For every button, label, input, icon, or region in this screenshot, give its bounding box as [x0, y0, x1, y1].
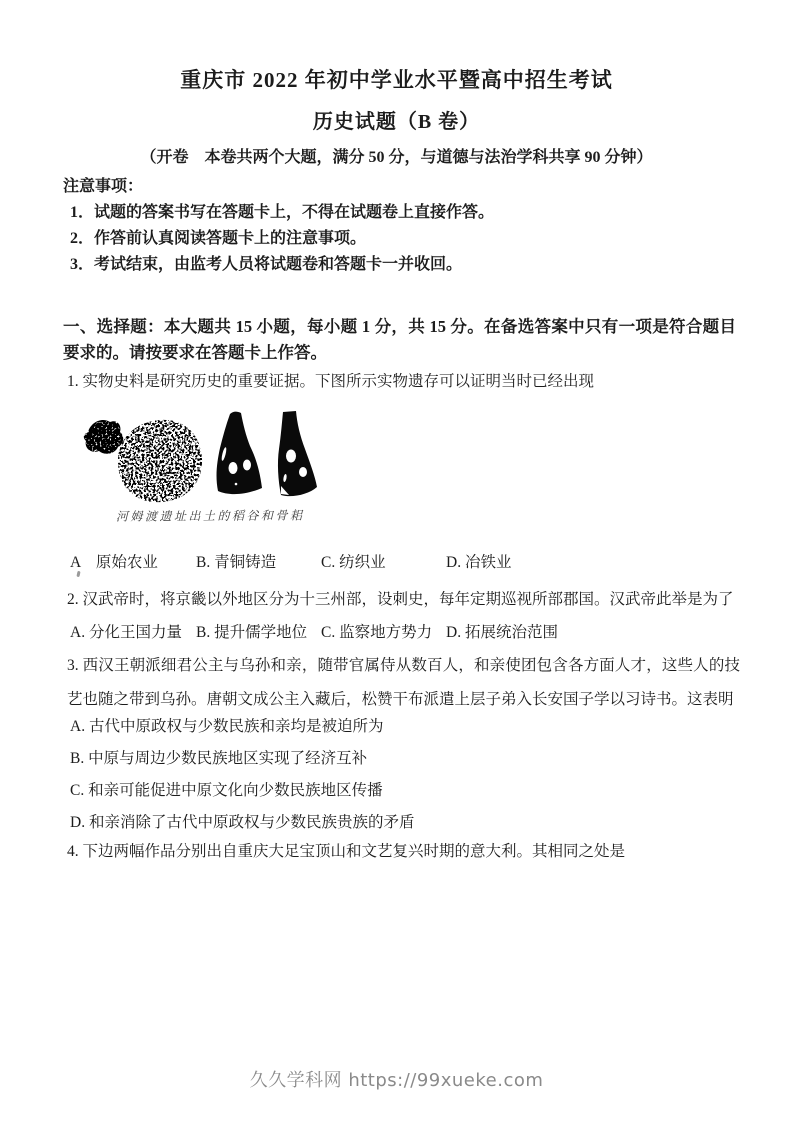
question-1-option-c: C. 纺织业: [321, 554, 386, 571]
question-1-options: [0, 550, 793, 572]
notice-item-3: 3．考试结束，由监考人员将试题卷和答题卡一并收回。: [70, 256, 463, 273]
notice-item-1: 1．试题的答案书写在答题卡上，不得在试题卷上直接作答。: [70, 204, 495, 221]
question-3-text: 3. 西汉王朝派细君公主与乌孙和亲，随带官属侍从数百人，和亲使团包含各方面人才，这些人的技艺也随之带到乌孙。唐朝文成公主入藏后，松赞干布派遣上层子弟入长安国子学以习诗书。这表明: [67, 657, 740, 708]
question-2-option-b: B. 提升儒学地位: [196, 624, 308, 641]
notice-item-2: 2．作答前认真阅读答题卡上的注意事项。: [70, 230, 367, 247]
question-1-option-d: D. 冶铁业: [446, 554, 512, 571]
question-2-option-a: A. 分化王国力量: [70, 624, 182, 641]
grain-clump-shape: [84, 420, 123, 454]
question-3-option-c: C. 和亲可能促进中原文化向少数民族地区传播: [70, 782, 383, 799]
bone-spade-right-shape: [278, 411, 317, 496]
exam-subtitle: 历史试题（B 卷）: [312, 111, 481, 133]
question-3-option-d: D. 和亲消除了古代中原政权与少数民族贵族的矛盾: [70, 814, 415, 831]
section-one-heading: 一、选择题：本大题共 15 小题，每小题 1 分，共 15 分。在备选答案中只有一项是符合题目要求的。请按要求在答题卡上作答。: [63, 317, 736, 362]
exam-title: 重庆市 2022 年初中学业水平暨高中招生考试: [180, 68, 613, 92]
notice-list: [70, 200, 494, 278]
question-1-text: 1. 实物史料是研究历史的重要证据。下图所示实物遗存可以证明当时已经出现: [67, 373, 595, 390]
question-2-option-d: D. 拓展统治范围: [446, 624, 558, 641]
figure-caption: 河姆渡遗址出土的稻谷和骨耜: [115, 508, 305, 524]
watermark-footer: 久久学科网 https://99xueke.com: [249, 1070, 544, 1091]
scan-speck: [76, 571, 80, 577]
question-2-options: [0, 620, 793, 642]
question-4-text: 4. 下边两幅作品分别出自重庆大足宝顶山和文艺复兴时期的意大利。其相同之处是: [67, 843, 626, 860]
question-1-figure: [78, 410, 318, 505]
question-1-option-b: B. 青铜铸造: [196, 554, 277, 571]
question-3-option-b: B. 中原与周边少数民族地区实现了经济互补: [70, 750, 368, 767]
rice-pile-shape: [118, 420, 202, 502]
notice-heading: 注意事项：: [63, 178, 144, 195]
exam-info-line: （开卷 本卷共两个大题，满分 50 分，与道德与法治学科共享 90 分钟）: [140, 149, 653, 166]
question-2-text: 2. 汉武帝时，将京畿以外地区分为十三州部，设刺史，每年定期巡视所部郡国。汉武帝此举是为了: [67, 591, 734, 608]
question-1-option-a: A 原始农业: [70, 554, 158, 571]
question-3-option-a: A. 古代中原政权与少数民族和亲均是被迫所为: [70, 718, 384, 735]
hemudu-artifacts-image: [78, 410, 318, 505]
question-2-option-c: C. 监察地方势力: [321, 624, 433, 641]
bone-spade-left-shape: [217, 412, 262, 495]
